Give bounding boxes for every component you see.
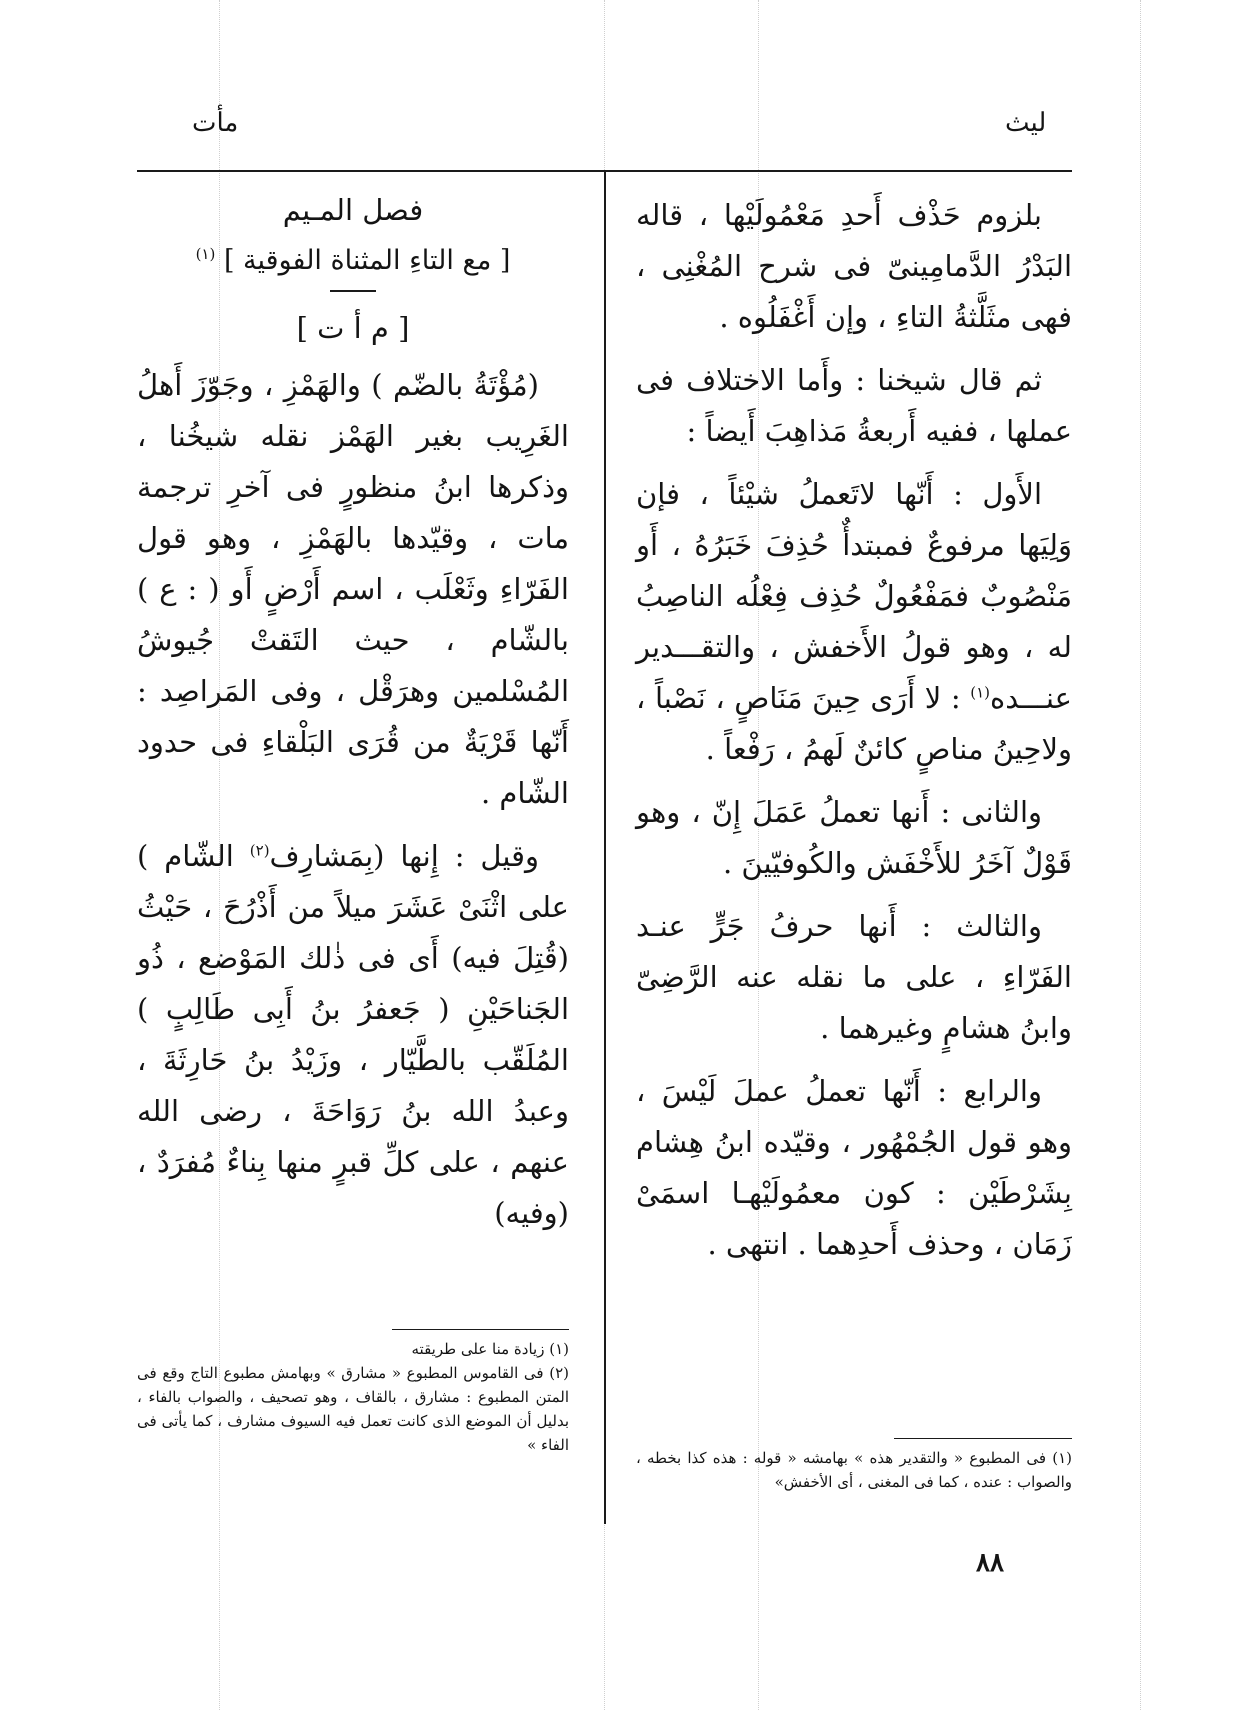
left-paragraph-2 [137, 831, 569, 1239]
page-number: ٨٨ [976, 1548, 1004, 1578]
footnote: (٢) فى القاموس المطبوع « مشارق » وبهامش مطبوع التاج وقع فى المتن المطبوع : مشارق ، بالقاف ، وهو تصحيف ، والصواب بالفاء ، بدليل أن الموضع الذى كانت تعمل فيه السيوف مشارف ، كما يأتى فى الفاء » [137, 1364, 569, 1454]
scan-artifact-line [1140, 0, 1141, 1710]
footnote-ref: (١) [195, 245, 216, 263]
header-left-word: مأت [192, 108, 239, 138]
right-paragraph-5: والثالث : أَنها حرفُ جَرٍّ عنـد الفَرّاءِ ، على ما نقله عنه الرَّضِىّ وابنُ هشامٍ وغيرهما . [636, 909, 1072, 1045]
footnote-ref: (٢) [249, 841, 270, 860]
footnote-rule-left [392, 1329, 569, 1330]
footnote: (١) فى المطبوع « والتقدير هذه » بهامشه « قوله : هذه كذا بخطه ، والصواب : عنده ، كما فى المغنى ، أى الأخفش» [636, 1449, 1072, 1491]
left-paragraph-1: (مُؤْتَةُ بالضّم ) والهَمْزِ ، وجَوّزَ أَهلُ الغَرِيب بغير الهَمْز نقله شيخُنا ، وذكرها ابنُ منظورٍ فى آخرِ ترجمة مات ، وقيّدها بالهَمْزِ ، وهو قول الفَرّاءِ وثَعْلَب ، اسم أَرْضٍ أَو ( : ع ) بالشّام ، حيث التَقتْ جُيوشُ المُسْلمين وهرَقْل ، وفى المَراصِد : أَنّها قَرْيَةٌ من قُرَى البَلْقاءِ فى حدود الشّام . [137, 368, 569, 810]
left-paragraph-2-tail: الشّام ) على اثْنَىْ عَشَرَ ميلاً من أَذْرُحَ ، حَيْثُ (قُتِلَ فيه) أَى فى ذٰلك المَوْضع ، ذُو الجَناحَيْنِ ( جَعفرُ بنُ أَبِى طَالِبٍ ) المُلَقّب بالطَّيّار ، وزَيْدُ بنُ حَارِثَةَ ، وعبدُ الله بنُ رَوَاحَةَ ، رضى الله عنهم ، على كلِّ قبرٍ منها بِناءٌ مُفرَدٌ ، (وفيه) [137, 839, 569, 1230]
right-paragraph-3-text: الأَول : أَنّها لاتَعملُ شيْئاً ، فإن وَلِيَها مرفوعٌ فمبتدأٌ حُذِفَ خَبَرُهُ ، أَو مَنْصُوبٌ فمَفْعُولٌ حُذِف فِعْلُه الناصِبُ له ، وهو قولُ الأَخفش ، والتقـــدير عنـــده [636, 477, 1072, 715]
root-heading: [ م أ ت ] [296, 311, 410, 345]
footnote: (١) زيادة منا على طريقته [411, 1340, 569, 1358]
right-paragraph-4: والثانى : أَنها تعملُ عَمَلَ إِنّ ، وهو قَوْلٌ آخَرُ للأَخْفَش والكُوفيّينَ . [636, 795, 1072, 880]
right-paragraph-1: بلزوم حَذْف أَحدِ مَعْمُولَيْها ، قاله البَدْرُ الدَّمامِينىّ فى شرح المُغْنِى ، فهى مثَلَّثةُ التاءِ ، وإن أَغْفَلُوه . [636, 198, 1072, 334]
footnotes-right [636, 1446, 1072, 1494]
footnotes-left [137, 1337, 569, 1457]
right-paragraph-3 [636, 469, 1072, 775]
footnote-rule-right [894, 1438, 1072, 1439]
section-rule [330, 290, 376, 292]
section-subtitle [137, 236, 569, 286]
right-column [636, 190, 1072, 1282]
section-title: فصل المـيم [282, 193, 424, 227]
left-paragraph-2-text: وقيل : إِنها (بِمَشارِف [269, 839, 539, 873]
header-right-word: ليث [1005, 108, 1047, 138]
section-subtitle-text: [ مع التاءِ المثناة الفوقية ] [223, 245, 511, 276]
footnote-ref: (١) [970, 683, 991, 702]
column-divider [604, 171, 606, 1524]
right-paragraph-3-tail: : لا أَرَى حِينَ مَنَاصٍ ، نَصْباً ، ولاحِينُ مناصٍ كائنٌ لَهمُ ، رَفْعاً . [636, 681, 1072, 766]
left-column [137, 184, 569, 1251]
right-paragraph-6: والرابع : أَنّها تعملُ عملَ لَيْسَ ، وهو قول الجُمْهُور ، وقيّده ابنُ هِشام بِشَرْطَيْن : كون معمُولَيْهـا اسمَىْ زَمَان ، وحذف أَحدِهما . انتهى . [636, 1074, 1072, 1261]
right-paragraph-2: ثم قال شيخنا : وأَما الاختلاف فى عملها ، ففيه أَربعةُ مَذاهِبَ أَيضاً : [636, 363, 1072, 448]
